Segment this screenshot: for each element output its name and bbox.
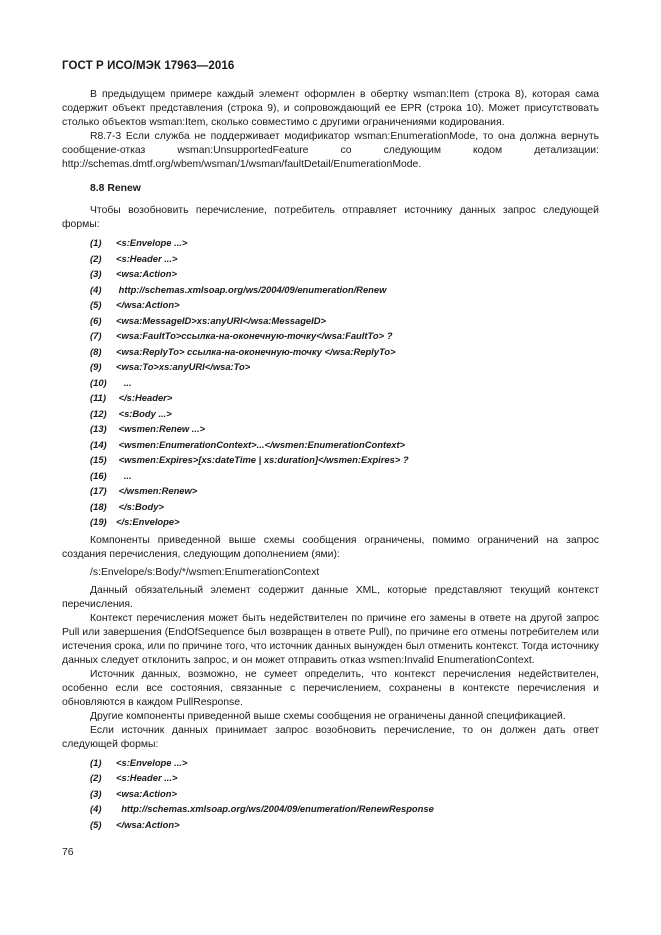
document-header: ГОСТ Р ИСО/МЭК 17963—2016 (62, 60, 235, 72)
code-line (90, 390, 599, 406)
code-line (90, 297, 599, 313)
code-line-text: </wsa:Action> (116, 818, 180, 830)
code-line-number: (5) (90, 818, 102, 830)
code-line-text: <wsa:FaultTo>ссылка-на-оконечную-точку</wsa:FaultTo> ? (116, 330, 393, 341)
code-line-text: <s:Header ...> (116, 772, 178, 783)
code-line-text: </s:Envelope> (116, 516, 180, 527)
code-line-number: (15) (90, 454, 107, 465)
code-line (90, 786, 599, 802)
code-line-text: <wsa:ReplyTo> ссылка-на-оконечную-точку </wsa:ReplyTo> (116, 345, 396, 357)
requirement-paragraph: R8.7-3 Если служба не поддерживает модификатор wsman:EnumerationMode, то она должна вернуть сообщение-отказ wsman:UnsupportedFeature со следующим кодом детализации: http://schemas.dmtf.org/wbem/wsman/1/wsman/faultDetail/EnumerationMode. (62, 131, 599, 170)
paragraph: Контекст перечисления может быть недействителен по причине его замены в ответе на другой запрос Pull или завершения (EndOfSequence был возвращен в ответе Pull), по причине его отмены потребителем или истечения срока, или по причине того, что источник данных вынужден был отменить контекст. Тогда источнику данных следует отклонить запрос, и он может отправить отказ wsmen:Invalid EnumerationContext. (62, 612, 599, 666)
paragraph: Чтобы возобновить перечисление, потребитель отправляет источнику данных запрос следующей формы: (62, 205, 599, 230)
code-line-number: (6) (90, 314, 102, 326)
code-line-number: (4) (90, 803, 102, 814)
paragraph: Источник данных, возможно, не сумеет определить, что контекст перечисления недействителен, особенно если все состояния, связанные с перечислением, сохранены в контексте перечисления и обновляются в каждом PullResponse. (62, 668, 599, 708)
code-line (90, 483, 599, 499)
code-line-number: (2) (90, 252, 102, 264)
code-line-text: <s:Body ...> (116, 407, 172, 419)
code-line-text: <wsmen:Renew ...> (116, 423, 206, 434)
code-line (90, 452, 599, 468)
xpath-reference: /s:Envelope/s:Body/*/wsmen:EnumerationContext (90, 566, 320, 578)
paragraph: Другие компоненты приведенной выше схемы сообщения не ограничены данной спецификацией. (90, 710, 566, 722)
code-line-number: (11) (90, 392, 106, 403)
code-line-text: <wsa:To>xs:anyURI</wsa:To> (116, 361, 251, 372)
code-line (90, 328, 599, 344)
code-line-text: http://schemas.xmlsoap.org/ws/2004/09/enumeration/Renew (116, 283, 387, 295)
code-line-text: http://schemas.xmlsoap.org/ws/2004/09/enumeration/RenewResponse (116, 803, 434, 814)
code-line-number: (8) (90, 345, 102, 357)
code-line-text: <wsa:MessageID>xs:anyURI</wsa:MessageID> (116, 314, 326, 326)
code-line (90, 282, 599, 298)
code-line (90, 251, 599, 267)
section-heading: 8.8 Renew (90, 183, 141, 194)
code-line-number: (7) (90, 330, 102, 341)
code-line-text: <wsmen:EnumerationContext>...</wsmen:EnumerationContext> (116, 438, 406, 450)
page-number: 76 (62, 847, 74, 858)
paragraph: Если источник данных принимает запрос возобновить перечисление, то он должен дать ответ следующей формы: (62, 724, 599, 750)
code-line-number: (3) (90, 268, 102, 279)
code-line-text: ... (116, 469, 132, 481)
code-line-text: <s:Envelope ...> (116, 756, 188, 768)
code-line-text: </s:Header> (116, 392, 173, 403)
code-line-text: <s:Header ...> (116, 252, 178, 264)
code-line-number: (4) (90, 283, 102, 295)
code-line-number: (18) (90, 500, 107, 512)
code-line-number: (12) (90, 407, 107, 419)
code-line-text: </s:Body> (116, 500, 164, 512)
code-line (90, 770, 599, 786)
code-line (90, 499, 599, 515)
code-line (90, 375, 599, 391)
code-line-text: <s:Envelope ...> (116, 237, 188, 248)
code-line (90, 344, 599, 360)
code-line-number: (1) (90, 756, 102, 768)
code-line (90, 437, 599, 453)
code-line-text: </wsmen:Renew> (116, 485, 198, 496)
code-line-text: ... (116, 376, 132, 388)
code-line (90, 755, 599, 771)
code-line-number: (3) (90, 787, 102, 799)
code-line (90, 817, 599, 833)
code-line (90, 406, 599, 422)
code-line (90, 359, 599, 375)
code-line-number: (2) (90, 772, 102, 783)
code-listing-response (62, 755, 599, 833)
code-line-text: <wsa:Action> (116, 268, 177, 279)
code-line-number: (17) (90, 485, 107, 496)
code-line-number: (5) (90, 299, 102, 310)
code-line-text: <wsa:Action> (116, 787, 177, 799)
code-line (90, 801, 599, 817)
code-line-text: <wsmen:Expires>[xs:dateTime | xs:duration]</wsmen:Expires> ? (116, 454, 409, 465)
code-line-number: (19) (90, 516, 107, 527)
paragraph: В предыдущем примере каждый элемент оформлен в обертку wsman:Item (строка 8), которая сама содержит объект представления (строка 9), и сопровождающий ее EPR (строка 10). Может присутствовать столько объектов wsman:Item, сколько совместимо с другими ограничениями кодирования. (62, 89, 599, 128)
code-line (90, 468, 599, 484)
code-line-number: (14) (90, 438, 107, 450)
code-line-number: (13) (90, 423, 107, 434)
code-line-number: (1) (90, 237, 102, 248)
page-content (62, 88, 599, 836)
code-line (90, 266, 599, 282)
code-line (90, 421, 599, 437)
code-line-number: (9) (90, 361, 102, 372)
code-listing-request (62, 235, 599, 530)
code-line-number: (10) (90, 376, 107, 388)
code-line (90, 313, 599, 329)
code-line-number: (16) (90, 469, 107, 481)
code-line (90, 235, 599, 251)
paragraph: Данный обязательный элемент содержит данные XML, которые представляют текущий контекст перечисления. (62, 584, 599, 610)
paragraph: Компоненты приведенной выше схемы сообщения ограничены, помимо ограничений на запрос создания перечисления, следующим дополнением (ями): (62, 534, 599, 560)
code-line (90, 514, 599, 530)
code-line-text: </wsa:Action> (116, 299, 180, 310)
